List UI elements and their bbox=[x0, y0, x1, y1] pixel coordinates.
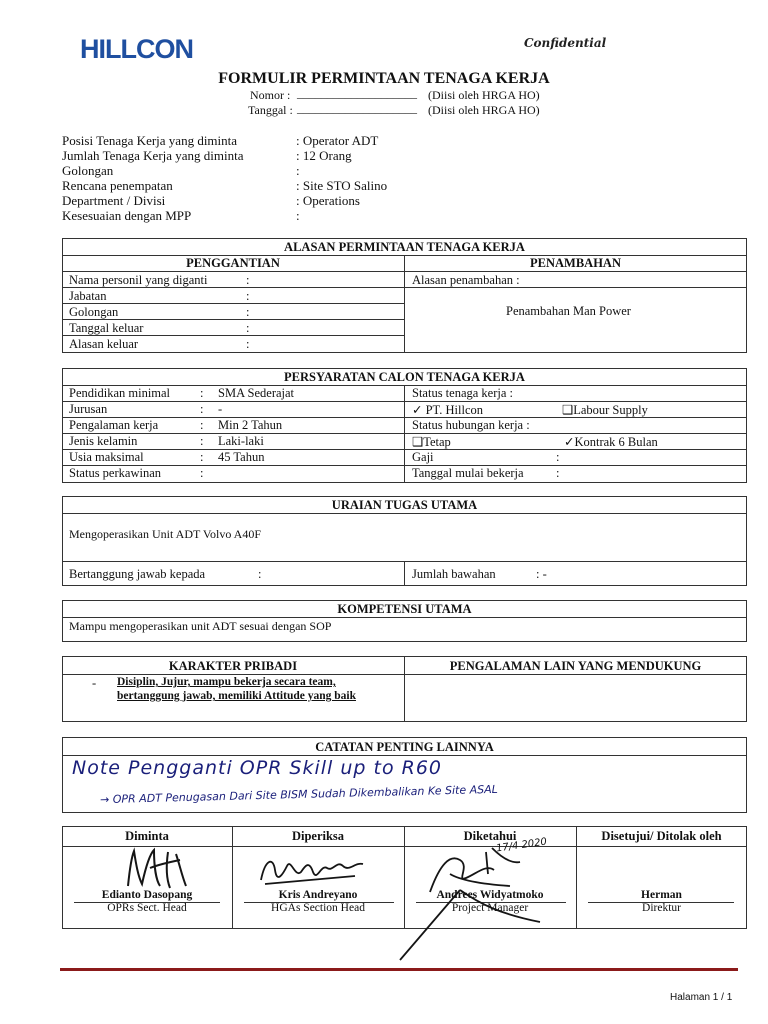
info-value: : Operations bbox=[296, 193, 360, 208]
info-value: : bbox=[296, 163, 300, 178]
karakter-title: KARAKTER PRIBADI bbox=[168, 659, 298, 673]
colon: : bbox=[200, 466, 204, 480]
pengalaman-title: PENGALAMAN LAIN YANG MENDUKUNG bbox=[449, 659, 702, 673]
jumlah-bawahan-value: : - bbox=[536, 567, 547, 581]
colon: : bbox=[246, 337, 250, 351]
field-value: Laki-laki bbox=[218, 434, 264, 448]
info-value: : Site STO Salino bbox=[296, 178, 388, 193]
colon: : bbox=[200, 402, 204, 416]
approver-role: OPRs Sect. Head bbox=[107, 902, 187, 914]
alasan-title: ALASAN PERMINTAAN TENAGA KERJA bbox=[284, 240, 525, 254]
approval-header: Diminta bbox=[125, 829, 169, 843]
colon: : bbox=[200, 418, 204, 432]
tanggal-mulai-label: Tanggal mulai bekerja bbox=[412, 466, 524, 480]
info-label: Posisi Tenaga Kerja yang diminta bbox=[62, 133, 238, 148]
field-label: Status perkawinan bbox=[69, 466, 161, 480]
info-label: Golongan bbox=[62, 163, 114, 178]
nomor-note: (Diisi oleh HRGA HO) bbox=[428, 88, 540, 102]
jumlah-bawahan-label: Jumlah bawahan bbox=[412, 567, 496, 581]
tanggung-jawab-label: Bertanggung jawab kepada bbox=[69, 567, 206, 581]
kompetensi-title: KOMPETENSI UTAMA bbox=[337, 602, 472, 616]
approver-role: Direktur bbox=[642, 902, 681, 914]
approver-name: Herman bbox=[641, 889, 682, 901]
persyaratan-title: PERSYARATAN CALON TENAGA KERJA bbox=[284, 370, 525, 384]
field-value: SMA Sederajat bbox=[218, 386, 295, 400]
colon: : bbox=[246, 321, 250, 335]
colon: : bbox=[200, 434, 204, 448]
gaji-label: Gaji bbox=[412, 450, 434, 464]
info-label: Department / Divisi bbox=[62, 193, 166, 208]
info-label: Rencana penempatan bbox=[62, 178, 173, 193]
field-label: Golongan bbox=[69, 305, 119, 319]
approval-header: Diketahui bbox=[463, 829, 517, 843]
tanggal-note: (Diisi oleh HRGA HO) bbox=[428, 103, 540, 117]
field-label: Jurusan bbox=[69, 402, 108, 416]
field-value: 45 Tahun bbox=[218, 450, 265, 464]
nomor-label: Nomor : bbox=[250, 88, 291, 102]
info-value: : bbox=[296, 208, 300, 223]
form-title: FORMULIR PERMINTAAN TENAGA KERJA bbox=[218, 70, 550, 87]
tanggal-label: Tanggal : bbox=[248, 103, 293, 117]
karakter-line: Disiplin, Jujur, mampu bekerja secara team, bbox=[117, 676, 336, 688]
tetap-checkbox[interactable]: ❑Tetap bbox=[412, 435, 451, 449]
info-value: : Operator ADT bbox=[296, 133, 379, 148]
bullet-dash: - bbox=[92, 676, 97, 690]
field-label: Jenis kelamin bbox=[69, 434, 138, 448]
field-label: Nama personil yang diganti bbox=[69, 273, 208, 287]
signature-diketahui bbox=[390, 834, 580, 964]
page-number: Halaman 1 / 1 bbox=[670, 992, 733, 1003]
colon: : bbox=[556, 466, 560, 480]
colon: : bbox=[200, 386, 204, 400]
colon: : bbox=[246, 289, 250, 303]
colon: : bbox=[246, 305, 250, 319]
signature-date: 17/4 2020 bbox=[495, 836, 548, 855]
field-label: Alasan keluar bbox=[69, 337, 139, 351]
approver-role: Project Manager bbox=[451, 902, 529, 914]
labour-supply-checkbox[interactable]: ❑Labour Supply bbox=[562, 403, 648, 417]
field-value: - bbox=[218, 402, 223, 416]
handwritten-note: Note Pengganti OPR Skill up to R60 bbox=[72, 757, 443, 779]
pt-hillcon-checkbox[interactable]: ✓ PT. Hillcon bbox=[412, 403, 484, 417]
info-label: Kesesuaian dengan MPP bbox=[62, 208, 192, 223]
field-label: Jabatan bbox=[69, 289, 107, 303]
colon: : bbox=[556, 450, 560, 464]
kompetensi-text: Mampu mengoperasikan unit ADT sesuai dengan SOP bbox=[69, 619, 332, 633]
karakter-line: bertanggung jawab, memiliki Attitude yang baik bbox=[117, 690, 356, 702]
kontrak-checkbox[interactable]: ✓Kontrak 6 Bulan bbox=[564, 435, 658, 449]
penambahan-header: PENAMBAHAN bbox=[530, 256, 621, 270]
field-label: Tanggal keluar bbox=[69, 321, 144, 335]
penggantian-header: PENGGANTIAN bbox=[186, 256, 280, 270]
field-value: Min 2 Tahun bbox=[218, 418, 283, 432]
signature-diperiksa bbox=[255, 850, 375, 890]
alasan-penambahan-label: Alasan penambahan : bbox=[412, 273, 520, 287]
approver-name: Andrees Widyatmoko bbox=[436, 889, 544, 901]
colon: : bbox=[246, 273, 250, 287]
nomor-field[interactable]: ____________________ bbox=[297, 86, 417, 100]
catatan-title: CATATAN PENTING LAINNYA bbox=[315, 740, 494, 754]
info-label: Jumlah Tenaga Kerja yang diminta bbox=[62, 148, 244, 163]
field-label: Pendidikan minimal bbox=[69, 386, 171, 400]
footer-divider bbox=[60, 968, 738, 971]
colon: : bbox=[258, 567, 262, 581]
approver-name: Kris Andreyano bbox=[278, 889, 358, 901]
status-tenaga-label: Status tenaga kerja : bbox=[412, 386, 514, 400]
alasan-penambahan-value: Penambahan Man Power bbox=[506, 304, 631, 318]
colon: : bbox=[200, 450, 204, 464]
approval-header: Disetujui/ Ditolak oleh bbox=[601, 829, 722, 843]
info-value: : 12 Orang bbox=[296, 148, 352, 163]
uraian-title: URAIAN TUGAS UTAMA bbox=[331, 498, 478, 512]
tanggal-field[interactable]: ____________________ bbox=[297, 101, 417, 115]
approval-header: Diperiksa bbox=[291, 829, 345, 843]
uraian-text: Mengoperasikan Unit ADT Volvo A40F bbox=[69, 527, 262, 541]
field-label: Usia maksimal bbox=[69, 450, 144, 464]
approver-name: Edianto Dasopang bbox=[101, 889, 193, 901]
approver-role: HGAs Section Head bbox=[271, 902, 365, 914]
handwritten-note: → OPR ADT Penugasan Dari Site BISM Sudah Dikembalikan Ke Site ASAL bbox=[99, 782, 498, 807]
confidential-label: Confidential bbox=[524, 36, 607, 50]
signature-diminta bbox=[120, 846, 200, 892]
company-logo: HILLCON bbox=[80, 34, 193, 64]
status-hubungan-label: Status hubungan kerja : bbox=[412, 418, 530, 432]
field-label: Pengalaman kerja bbox=[69, 418, 159, 432]
